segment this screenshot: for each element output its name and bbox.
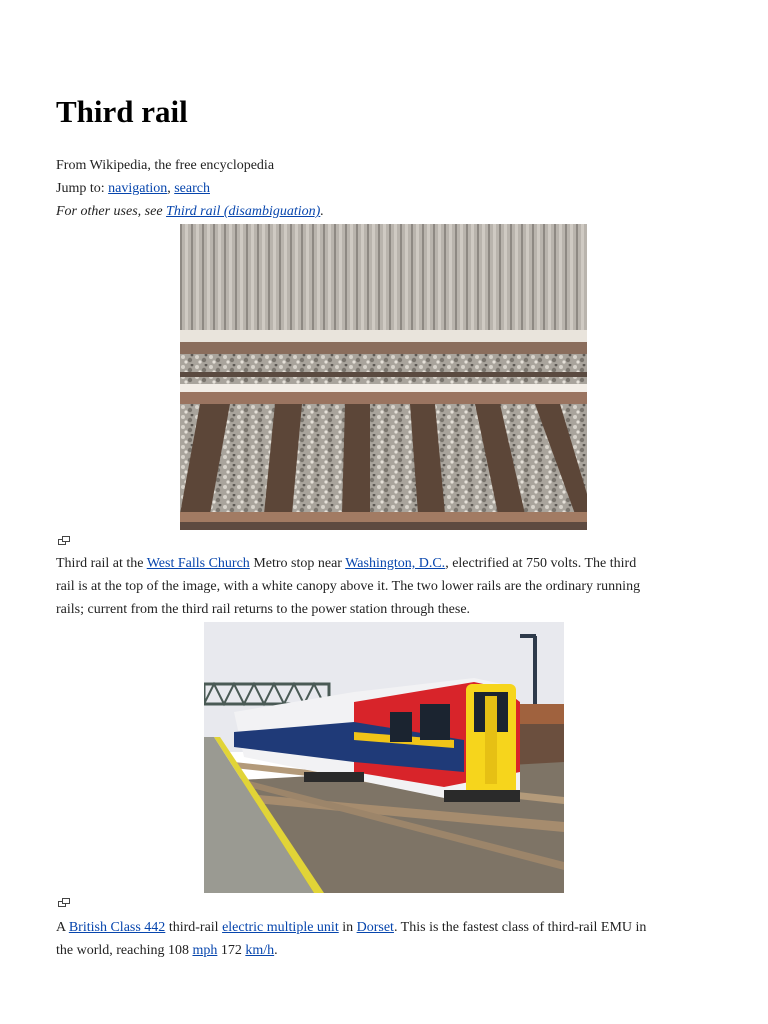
search-link[interactable]: search [174,181,210,196]
hatnote [56,200,324,223]
hatnote-prefix: For other uses, see [56,204,167,219]
dorset-link[interactable]: Dorset [356,920,394,935]
electric-multiple-unit-link[interactable]: electric multiple unit [222,920,339,935]
caption-text: Third rail at the [56,556,147,571]
caption-text: , electrified at 750 volts. The third [445,556,637,571]
british-class-442-link[interactable]: British Class 442 [68,920,166,935]
site-tagline: From Wikipedia, the free encyclopedia [56,158,275,173]
mph-link[interactable]: mph [192,943,218,958]
caption-text: . [274,943,278,958]
caption-text: A [56,920,69,935]
washington-dc-link[interactable]: Washington, D.C. [345,556,446,571]
caption-line [56,939,278,962]
page-title: Third rail [56,94,188,129]
km-h-link[interactable]: km/h [245,943,275,958]
enlarge-icon[interactable] [58,898,70,907]
caption-line: rails; current from the third rail returns to the power station through these. [56,602,471,617]
caption-text: . This is the fastest class of third-rail EMU in [393,920,647,935]
caption-text: in [338,920,357,935]
caption-text: third-rail [165,920,223,935]
caption-text: the world, reaching 108 [56,943,193,958]
disambiguation-link[interactable]: Third rail (disambiguation) [166,204,321,219]
hatnote-suffix: . [320,204,324,219]
navigation-link[interactable]: navigation [108,181,168,196]
third-rail-photo[interactable] [180,224,587,530]
jump-to-label: Jump to: [56,181,109,196]
caption-line [56,552,636,575]
caption-line: rail is at the top of the image, with a white canopy above it. The two lower rails are the ordinary running [56,579,641,594]
class-442-train-photo[interactable] [204,622,564,893]
caption-line [56,916,646,939]
caption-text: 172 [217,943,246,958]
west-falls-church-link[interactable]: West Falls Church [146,556,250,571]
enlarge-icon[interactable] [58,536,70,545]
jump-to-links [56,177,210,200]
jump-to-separator: , [167,181,175,196]
caption-text: Metro stop near [249,556,346,571]
